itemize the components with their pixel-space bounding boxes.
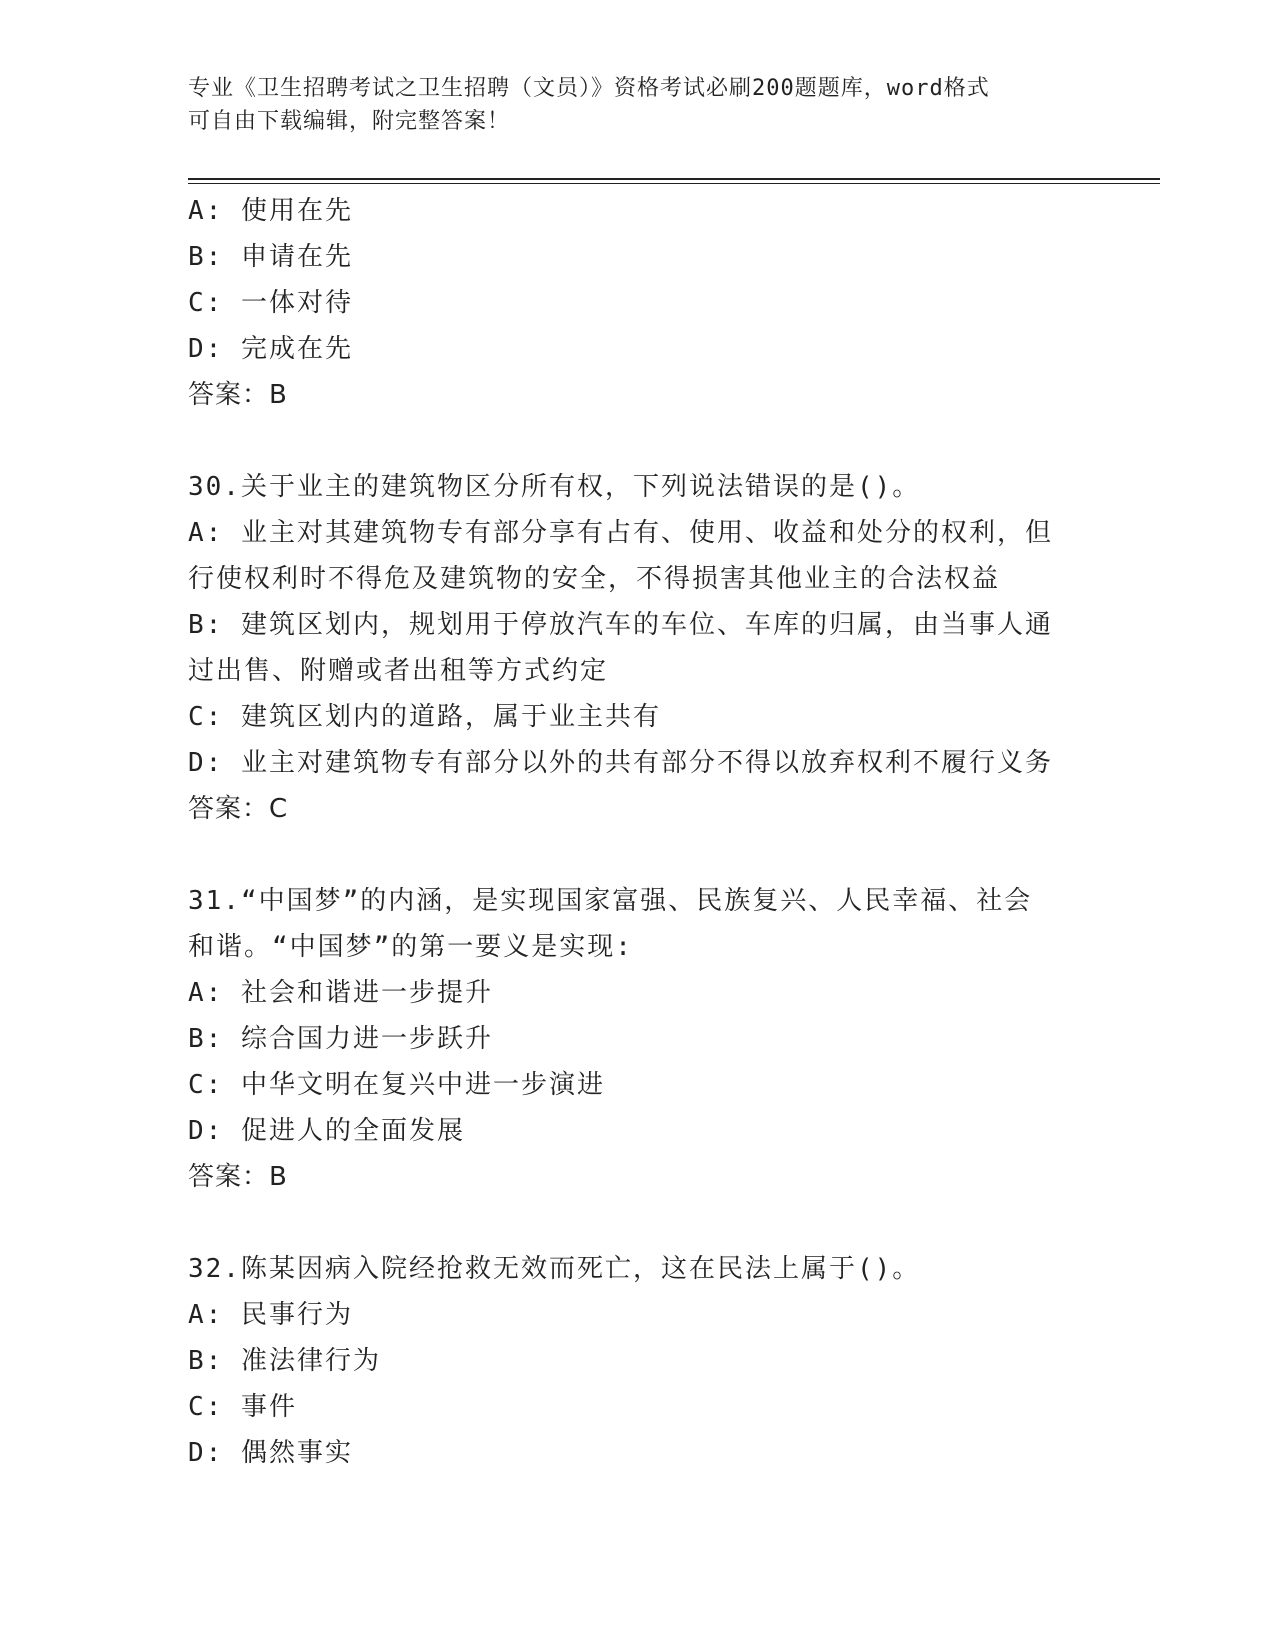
option-c: C: 建筑区划内的道路，属于业主共有 xyxy=(188,702,661,732)
header-rule-thin xyxy=(188,183,1160,184)
option-d: D: 偶然事实 xyxy=(188,1438,353,1468)
option-a: A: 业主对其建筑物专有部分享有占有、使用、收益和处分的权利，但 xyxy=(188,518,1053,548)
option-a-continued: 行使权利时不得危及建筑物的安全，不得损害其他业主的合法权益 xyxy=(188,564,1001,594)
option-c: C: 事件 xyxy=(188,1392,297,1422)
question-stem-continued: 和谐。“中国梦”的第一要义是实现: xyxy=(188,932,633,962)
option-c: C: 一体对待 xyxy=(188,288,353,318)
spacer xyxy=(188,832,1088,878)
spacer xyxy=(188,1200,1088,1246)
answer-line: 答案：B xyxy=(188,1162,288,1192)
header-line-2: 可自由下载编辑，附完整答案！ xyxy=(188,109,511,134)
header-line-1: 专业《卫生招聘考试之卫生招聘（文员）》资格考试必刷200题题库，word格式 xyxy=(188,76,990,101)
header-rule-thick xyxy=(188,178,1160,180)
option-a: A: 使用在先 xyxy=(188,196,353,226)
question-32 xyxy=(188,1246,1088,1476)
answer-line: 答案：B xyxy=(188,380,288,410)
option-a: A: 民事行为 xyxy=(188,1300,353,1330)
document-header xyxy=(188,72,1068,138)
question-stem: 31.“中国梦”的内涵，是实现国家富强、民族复兴、人民幸福、社会 xyxy=(188,886,1033,916)
option-d: D: 完成在先 xyxy=(188,334,353,364)
question-stem: 32.陈某因病入院经抢救无效而死亡，这在民法上属于()。 xyxy=(188,1254,921,1284)
question-stem: 30.关于业主的建筑物区分所有权，下列说法错误的是()。 xyxy=(188,472,921,502)
question-30 xyxy=(188,464,1088,832)
option-c: C: 中华文明在复兴中进一步演进 xyxy=(188,1070,605,1100)
option-d: D: 业主对建筑物专有部分以外的共有部分不得以放弃权利不履行义务 xyxy=(188,748,1053,778)
option-b: B: 准法律行为 xyxy=(188,1346,381,1376)
option-d: D: 促进人的全面发展 xyxy=(188,1116,465,1146)
answer-line: 答案：C xyxy=(188,794,289,824)
spacer xyxy=(188,418,1088,464)
question-list xyxy=(188,188,1088,1476)
option-b: B: 建筑区划内，规划用于停放汽车的车位、车库的归属，由当事人通 xyxy=(188,610,1053,640)
option-b: B: 申请在先 xyxy=(188,242,353,272)
question-29 xyxy=(188,188,1088,418)
option-b: B: 综合国力进一步跃升 xyxy=(188,1024,493,1054)
question-31 xyxy=(188,878,1088,1200)
option-a: A: 社会和谐进一步提升 xyxy=(188,978,493,1008)
option-b-continued: 过出售、附赠或者出租等方式约定 xyxy=(188,656,609,686)
